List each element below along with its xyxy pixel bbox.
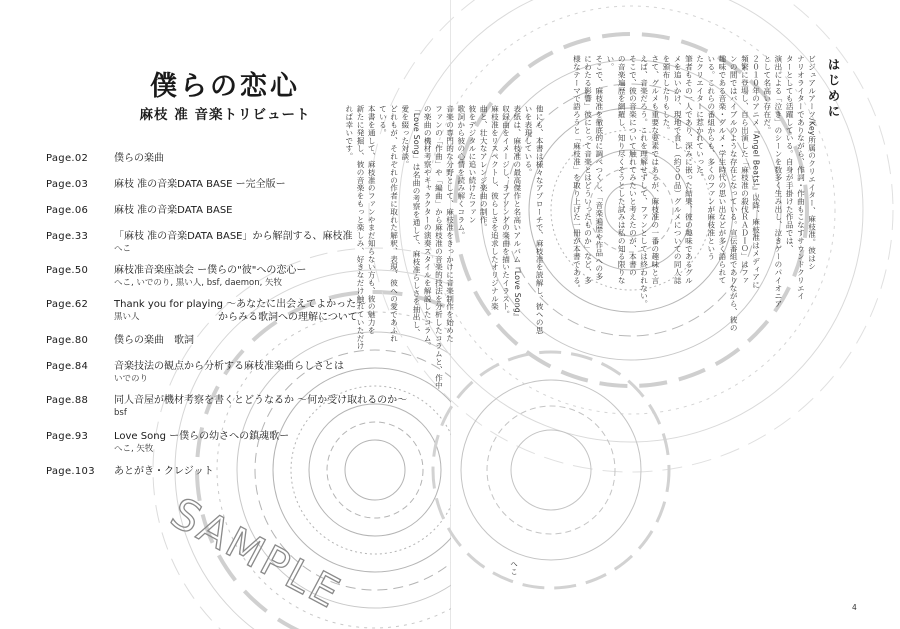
toc-page-number: Page.50 [46, 265, 89, 276]
book-subtitle: 麻枝 准 音楽トリビュート [139, 107, 311, 123]
body-column: 音楽の専門的な分野として、麻枝准をきっかけに音楽制作を始めた [445, 105, 455, 342]
body-column: の楽曲の機材考察やキャラクターの演奏スタイルを解説したコラム。 [423, 105, 433, 350]
body-column: いる。これらの番組からも、多くのファンが麻枝准という [706, 55, 716, 261]
body-column: ビジュアルアーツ/Key所属のクリエイター、麻枝准。彼はシ [807, 55, 817, 271]
page-number: 4 [852, 603, 857, 612]
body-column: れば幸いです。 [344, 105, 354, 161]
toc-page-number: Page.103 [46, 466, 95, 477]
toc-authors: へこ [114, 244, 132, 254]
toc-authors: bsf [114, 408, 127, 418]
body-column: ンの間ではバイブルのような存在となっている。宣伝番組でありながら、彼の [729, 55, 739, 332]
body-column: にわたる影響」彼にとって音楽とはどういったものか」など、多 [583, 55, 593, 285]
toc-title: あとがき・クレジット [114, 466, 214, 477]
toc-title: 同人音屋が機材考察を書くとどうなるか ～何か受け取れるのか～ [114, 395, 408, 406]
body-column: い。 [605, 55, 615, 71]
body-column: ナリオライターでありながら、作詞・作曲もこなすサウンドクリエイ [796, 55, 806, 300]
body-column: そこで、麻枝准を徹底的に調べつくし、「音楽遍歴や作品への多 [594, 55, 604, 281]
toc-authors: へこ, 矢牧 [114, 444, 154, 454]
right-page [344, 0, 900, 629]
body-column: 麻枝准をリスペクトし、彼らしさを追求したオリジナル楽 [490, 105, 500, 311]
body-column: 頻繁に登場し、自ら出演した「麻枝准の殺伐ＲＡＤＩＯ」はファ [740, 55, 750, 285]
body-column: 他にも、本書は様々なアプローチで、麻枝准を読解し、彼への思 [535, 105, 545, 335]
toc-title: 「麻枝 准の音楽DATA BASE」から解剖する、麻枝准 [114, 231, 353, 242]
body-column: たクリエイターに惹かれていった。 [695, 55, 705, 182]
body-column: いを表現している。 [523, 105, 533, 177]
body-column: 趣味である音楽・グルメ・学生時代の思い出などが多く語られて [717, 55, 727, 285]
toc-title: 麻枝 准の音楽DATA BASE ー完全版ー [114, 179, 286, 190]
body-column: として名高い存在だ。 [762, 55, 772, 134]
toc-page-number: Page.84 [46, 361, 89, 372]
toc-authors: へこ, いでのり, 黒い人, bsf, daemon, 矢牧 [114, 278, 283, 288]
body-column: 歌詞から彼の心情を読み解くコラム。 [456, 105, 466, 240]
toc-page-number: Page.62 [46, 299, 89, 310]
body-column: を頒布したりもした。 [661, 55, 671, 134]
body-column: の音楽遍歴を網羅し、知り尽くそうとした試みは私の知る限りな [617, 55, 627, 285]
toc-title: 僕らの楽曲 [114, 153, 164, 164]
body-column: 本書を通して、麻枝准のファンやまだ知らない方も、彼の魅力を [367, 105, 377, 335]
body-column: 新たに発掘し、彼の音楽をもっと楽しみ、好きなだけ触れていただけ [356, 105, 365, 350]
body-column: 収録曲をイメージし、ラブソングの楽曲を描いたイラスト。 [501, 105, 511, 319]
body-column: 演出による「泣き」のシーンを数多く生み出し、泣きゲーのパイオニア [773, 55, 783, 308]
body-column: ファンの「作曲」や「編曲」から麻枝准の音楽的技法を分析したコラムと、作中 [434, 105, 444, 390]
body-column: そこで、彼の音楽について触れてみたいと考えたのが、本書の [628, 55, 638, 277]
body-column: さて、グルメも重要な要素ではあるが、麻枝准の一番の趣味と言 [650, 55, 660, 285]
book-title: 僕らの恋心 [150, 71, 300, 102]
toc-title-second-line: からみる歌詞への理解について [218, 312, 358, 323]
body-column: メを追いかけ、現地で食し（約５０品）グルメについての同人誌 [673, 55, 683, 285]
toc-page-number: Page.33 [46, 231, 89, 242]
toc-title: 僕らの楽曲 歌詞 [114, 335, 194, 346]
toc-authors: いでのり [114, 374, 149, 384]
body-column: どれもが、それぞれの作者に取れた解釈、表現、彼への愛であふれ [389, 105, 399, 342]
toc-page-number: Page.88 [46, 395, 89, 406]
body-column: 筆者もその一人であり、深みに嵌った結果、彼の趣味であるグル [684, 55, 694, 285]
body-column: えば、音楽だろう。これを理解せずして、ファンとしては終われない。 [639, 55, 649, 308]
body-column: 彼をデジタルに追い続けたファン [467, 105, 477, 224]
author-signature: へこ [509, 560, 519, 576]
body-column: 「Love Song」は名曲の考察を通して、麻枝准らしさを抽出し、 [412, 105, 421, 337]
body-column: 表紙は、麻枝准の最高傑作と名高いアルバム『Love Song』 [512, 105, 522, 321]
toc-title: 音楽技法の観点から分析する麻枝准楽曲らしさとは [114, 361, 344, 372]
sample-watermark: SAMPLE [162, 488, 350, 619]
toc-title: 麻枝准音楽座談会 ー僕らの"彼"への恋心ー [114, 265, 307, 276]
body-column: 様なテーマで語ろうと「麻枝准」を取り上げた一冊が本書である。 [572, 55, 582, 292]
section-heading: はじめに [826, 58, 841, 120]
toc-title: Thank you for playing ～あなたに出会えてよかった～ [114, 299, 367, 310]
body-column: 曲と、壮大なアレンジ楽曲の制作。 [479, 105, 489, 232]
body-column: ２０１０年のアニメ『Angel Beats!』以降、麻枝准はメディアに [751, 55, 761, 289]
toc-page-number: Page.93 [46, 431, 89, 442]
toc-page-number: Page.06 [46, 205, 89, 216]
toc-authors: 黒い人 [114, 312, 140, 322]
toc-title: Love Song ー僕らの幼さへの鎮魂歌ー [114, 431, 290, 442]
toc-page-number: Page.03 [46, 179, 89, 190]
body-column: 愛を綴った対談。 [400, 105, 410, 169]
toc-title: 麻枝 准の音楽DATA BASE [114, 205, 233, 216]
toc-page-number: Page.80 [46, 335, 89, 346]
toc-page-number: Page.02 [46, 153, 89, 164]
body-column: ている。 [378, 105, 388, 137]
body-column: ターとしても活躍している。自身が手掛けた作品では、 [785, 55, 795, 253]
